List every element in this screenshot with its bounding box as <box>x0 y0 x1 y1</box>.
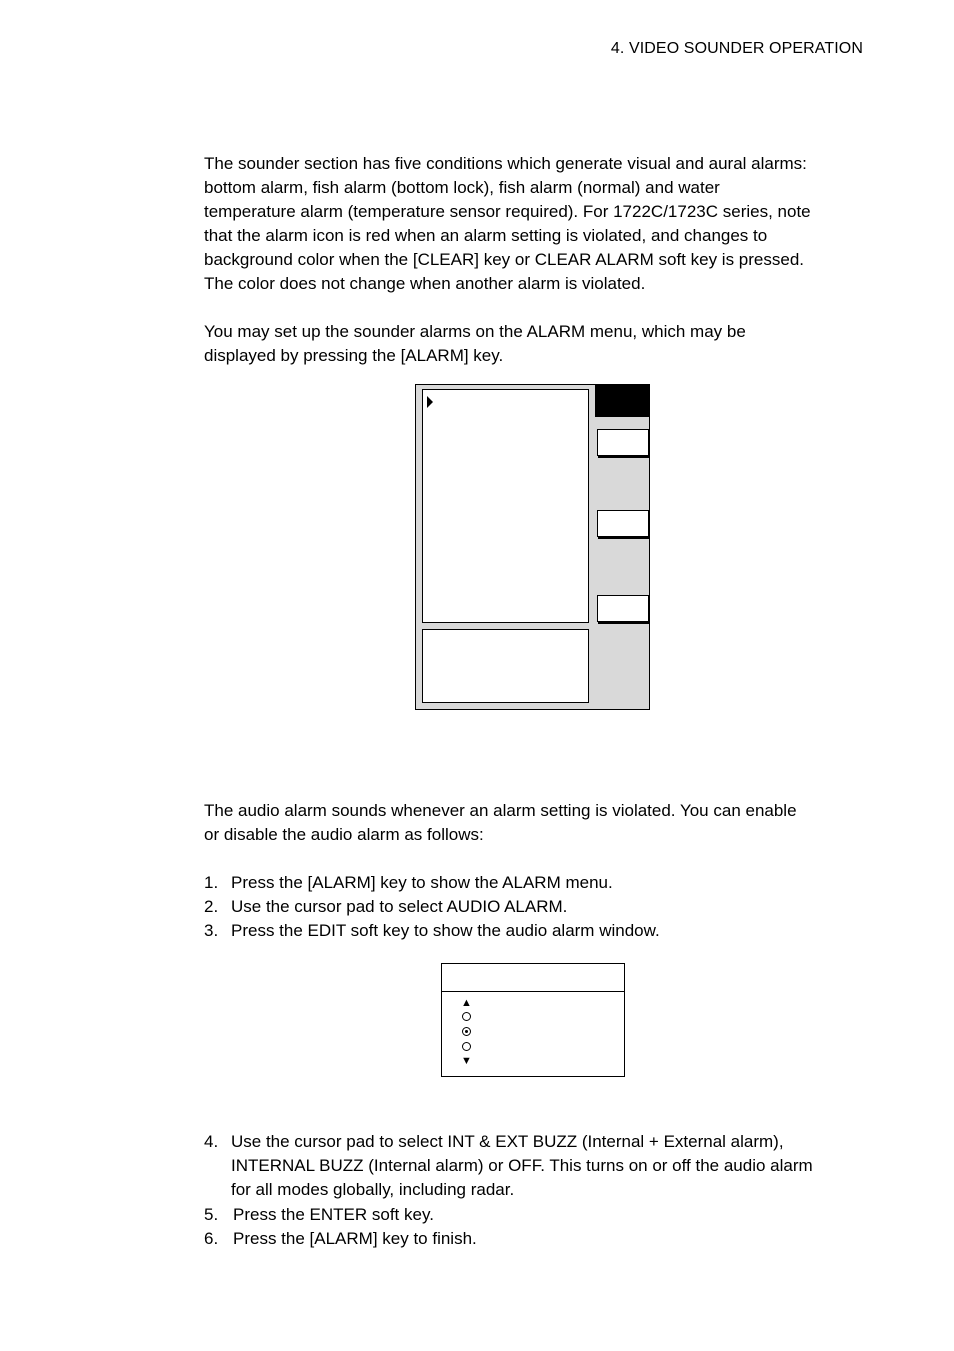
soft-key-1[interactable] <box>597 429 649 456</box>
intro-line: The sounder section has five conditions which generate visual and aural alarms: <box>204 154 807 173</box>
page-header: 4. VIDEO SOUNDER OPERATION <box>610 40 863 57</box>
step-number: 2. <box>204 897 219 916</box>
step-number: 5. <box>204 1205 219 1224</box>
soft-key-title-bar <box>595 385 650 417</box>
alarm-menu-list[interactable] <box>422 389 589 623</box>
intro-line: that the alarm icon is red when an alarm setting is violated, and changes to <box>204 226 768 245</box>
step-number: 3. <box>204 921 219 940</box>
audio-intro-line: or disable the audio alarm as follows: <box>204 825 484 844</box>
step-text: Use the cursor pad to select AUDIO ALARM. <box>231 897 568 916</box>
audio-alarm-window-titlebar <box>442 964 624 992</box>
intro-paragraph <box>204 152 869 296</box>
radio-selected-icon[interactable] <box>462 1027 471 1036</box>
menu-intro-line: displayed by pressing the [ALARM] key. <box>204 346 504 365</box>
list-item <box>204 871 874 895</box>
step-text-line: for all modes globally, including radar. <box>231 1180 515 1199</box>
cursor-arrow-icon <box>427 396 433 408</box>
audio-alarm-window <box>441 963 625 1077</box>
step-text: Press the [ALARM] key to show the ALARM menu. <box>231 873 613 892</box>
triangle-down-icon[interactable]: ▼ <box>461 1055 472 1067</box>
audio-intro-line: The audio alarm sounds whenever an alarm setting is violated. You can enable <box>204 801 797 820</box>
step-number: 4. <box>204 1132 219 1151</box>
alarm-menu-screen <box>415 384 650 710</box>
list-item <box>204 919 874 943</box>
intro-line: bottom alarm, fish alarm (bottom lock), fish alarm (normal) and water <box>204 178 720 197</box>
triangle-up-icon[interactable]: ▲ <box>461 997 472 1009</box>
step-text-line: Use the cursor pad to select INT & EXT BUZZ (Internal + External alarm), <box>231 1132 784 1151</box>
list-item <box>204 1130 874 1203</box>
step-number: 6. <box>204 1229 219 1248</box>
step-text: Press the [ALARM] key to finish. <box>233 1229 477 1248</box>
soft-key-2[interactable] <box>597 510 649 537</box>
menu-intro-paragraph <box>204 320 869 368</box>
list-item <box>204 895 874 919</box>
step-number: 1. <box>204 873 219 892</box>
step-text: Press the EDIT soft key to show the audio alarm window. <box>231 921 660 940</box>
intro-line: background color when the [CLEAR] key or CLEAR ALARM soft key is pressed. <box>204 250 804 269</box>
intro-line: The color does not change when another alarm is violated. <box>204 274 646 293</box>
step-text-line: INTERNAL BUZZ (Internal alarm) or OFF. This turns on or off the audio alarm <box>231 1156 813 1175</box>
list-item <box>204 1203 874 1227</box>
steps-list-b <box>204 1130 874 1251</box>
step-text <box>231 1130 813 1202</box>
alarm-menu-info-box <box>422 629 589 703</box>
soft-key-3[interactable] <box>597 595 649 622</box>
intro-line: temperature alarm (temperature sensor required). For 1722C/1723C series, note <box>204 202 811 221</box>
radio-empty-icon[interactable] <box>462 1042 471 1051</box>
audio-intro-paragraph <box>204 799 869 847</box>
radio-empty-icon[interactable] <box>462 1012 471 1021</box>
menu-intro-line: You may set up the sounder alarms on the ALARM menu, which may be <box>204 322 746 341</box>
list-item <box>204 1227 874 1251</box>
step-text: Press the ENTER soft key. <box>233 1205 434 1224</box>
steps-list-a <box>204 871 874 943</box>
